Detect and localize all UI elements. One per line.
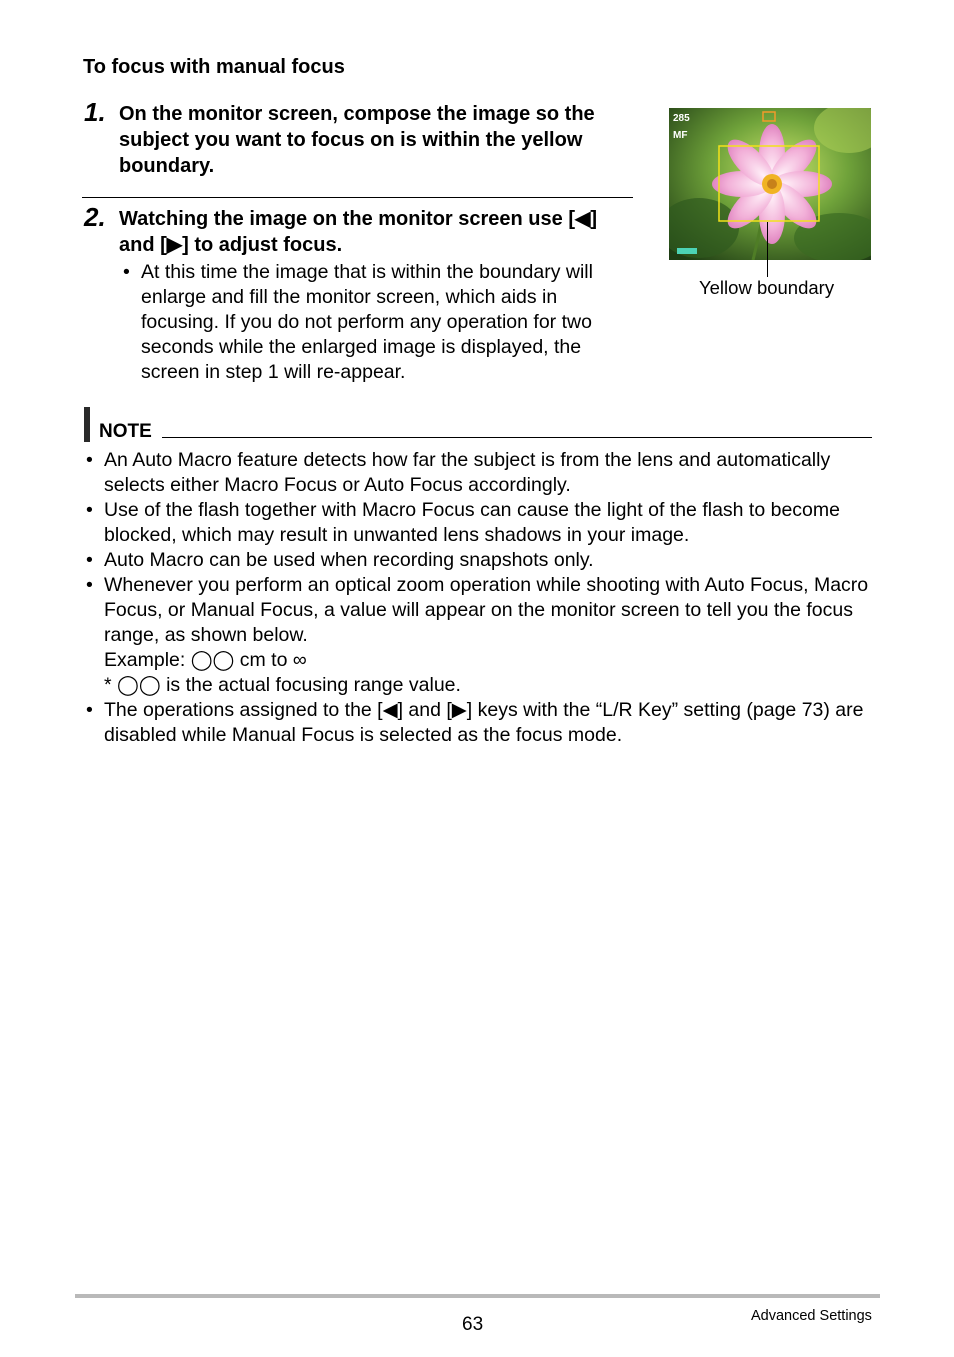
overlay-shot-count: 285 — [673, 113, 690, 124]
step-1-number: 1. — [84, 97, 106, 127]
step-2-bullet-text: At this time the image that is within the boundary will enlarge and fill the monitor screen, which aids in focusing. If you do not perform any operation for two seconds while the enlarged image is displayed, the screen in step 1 will re-appear. — [141, 261, 593, 383]
note-item — [82, 698, 872, 748]
note-rule — [162, 437, 872, 438]
page-number: 63 — [462, 1314, 484, 1335]
callout-label: Yellow boundary — [699, 277, 835, 298]
step-2-bullet-list — [119, 260, 629, 385]
note-item — [82, 573, 872, 698]
section-title: To focus with manual focus — [83, 56, 345, 78]
step-2-number: 2. — [84, 202, 106, 232]
note-item-text: Auto Macro can be used when recording snapshots only. — [104, 549, 594, 571]
step-2-text: Watching the image on the monitor screen use [◀] and [▶] to adjust focus. — [119, 208, 598, 256]
note-list — [82, 448, 872, 748]
flower-photo-illustration — [669, 108, 871, 260]
bullet-dot: • — [86, 549, 93, 571]
note-item-text: The operations assigned to the [◀] and [▶] keys with the “L/R Key” setting (page 73) are disabled while Manual Focus is selected as the focus mode. — [104, 699, 864, 746]
note-item-text: Use of the flash together with Macro Focus can cause the light of the flash to become blocked, which may result in unwanted lens shadows in your image. — [104, 499, 840, 546]
note-item — [82, 548, 872, 573]
battery-icon — [677, 248, 697, 254]
note-item — [82, 448, 872, 498]
note-marker-bar — [84, 407, 90, 442]
overlay-mode: MF — [673, 130, 688, 141]
note-title: NOTE — [99, 421, 152, 442]
step-divider — [82, 197, 633, 198]
note-item-text: An Auto Macro feature detects how far the subject is from the lens and automatically selects either Macro Focus or Auto Focus accordingly. — [104, 449, 831, 496]
bullet-dot: • — [86, 574, 93, 596]
callout-leader-line — [767, 222, 768, 277]
bullet-dot: • — [86, 449, 93, 471]
step-1-text: On the monitor screen, compose the image so the subject you want to focus on is within the yellow boundary. — [119, 103, 595, 177]
note-item-example: Example: ◯◯ cm to ∞ — [104, 649, 307, 671]
note-item-text: Whenever you perform an optical zoom operation while shooting with Auto Focus, Macro Focus, or Manual Focus, a value will appear on the monitor screen to tell you the focus range, as shown below. — [104, 574, 869, 646]
note-item-footnote: * ◯◯ is the actual focusing range value. — [104, 674, 461, 696]
bullet-dot: • — [86, 699, 93, 721]
step-2-bullet — [119, 260, 629, 385]
bullet-dot: • — [86, 499, 93, 521]
bullet-dot: • — [123, 261, 130, 283]
footer-rule — [75, 1294, 880, 1298]
note-item — [82, 498, 872, 548]
footer-section-title: Advanced Settings — [751, 1308, 872, 1324]
monitor-screen-photo — [669, 108, 871, 260]
